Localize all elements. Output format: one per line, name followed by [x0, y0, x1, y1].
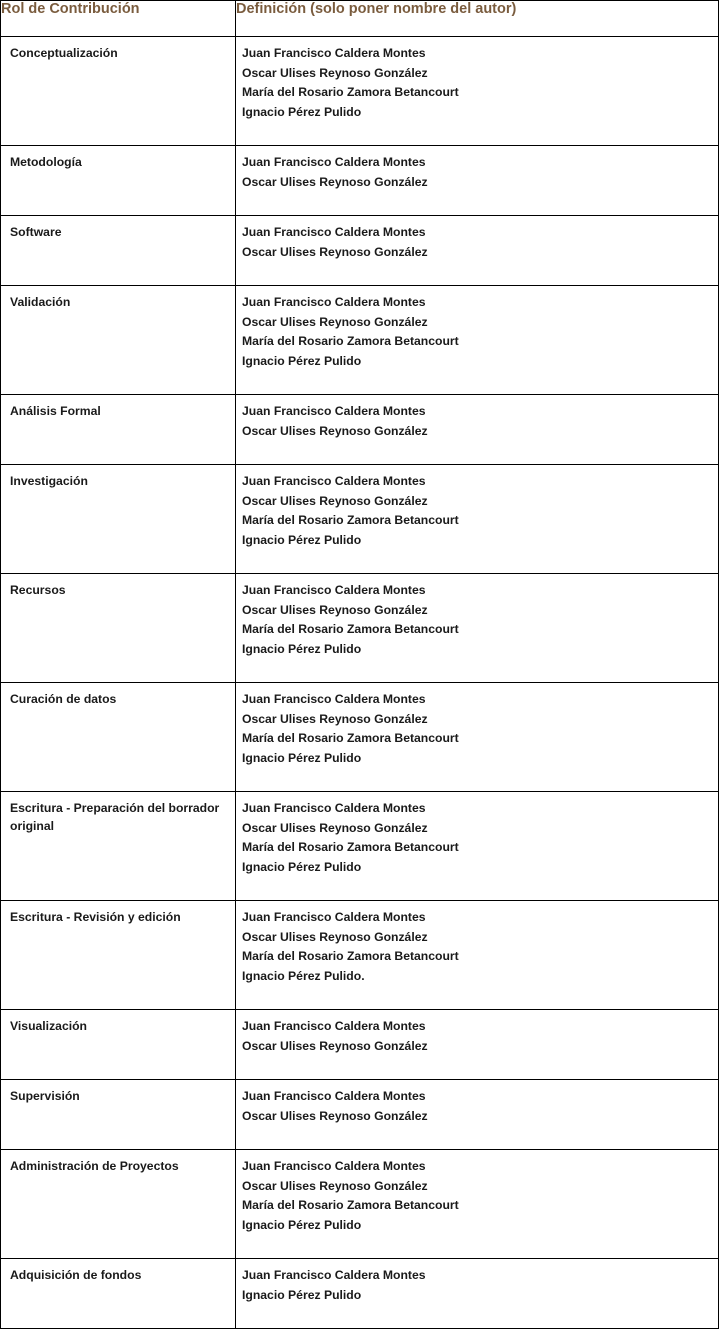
author-name: Ignacio Pérez Pulido	[242, 859, 362, 874]
authors-cell	[236, 1010, 719, 1080]
author-name: María del Rosario Zamora Betancourt	[242, 513, 459, 528]
authors-cell	[236, 792, 719, 901]
author-name: María del Rosario Zamora Betancourt	[242, 731, 459, 746]
table-row	[1, 286, 719, 395]
authors-cell	[236, 683, 719, 792]
author-name: Juan Francisco Caldera Montes	[242, 404, 426, 418]
header-definition: Definición (solo poner nombre del autor)	[236, 1, 719, 37]
author-name: Oscar Ulises Reynoso González	[242, 602, 428, 617]
author-name: Oscar Ulises Reynoso González	[242, 174, 428, 189]
table-row	[1, 901, 719, 1010]
table-row	[1, 1259, 719, 1329]
role-cell: Investigación	[1, 465, 236, 574]
authors-cell	[236, 37, 719, 146]
author-name: Juan Francisco Caldera Montes	[242, 155, 426, 169]
table-row	[1, 574, 719, 683]
author-name: Juan Francisco Caldera Montes	[242, 583, 426, 597]
author-name: Juan Francisco Caldera Montes	[242, 1159, 426, 1173]
authors-cell	[236, 1150, 719, 1259]
author-name: Juan Francisco Caldera Montes	[242, 225, 426, 239]
author-name: Ignacio Pérez Pulido	[242, 1217, 362, 1232]
role-cell: Escritura - Revisión y edición	[1, 901, 236, 1010]
author-name: Juan Francisco Caldera Montes	[242, 295, 426, 309]
authors-cell	[236, 1259, 719, 1329]
author-name: Juan Francisco Caldera Montes	[242, 692, 426, 706]
author-name: Oscar Ulises Reynoso González	[242, 493, 428, 508]
author-name: Juan Francisco Caldera Montes	[242, 910, 426, 924]
author-name: Ignacio Pérez Pulido	[242, 104, 362, 119]
authors-cell	[236, 286, 719, 395]
table-row	[1, 792, 719, 901]
role-cell: Administración de Proyectos	[1, 1150, 236, 1259]
role-cell: Recursos	[1, 574, 236, 683]
author-name: Juan Francisco Caldera Montes	[242, 1019, 426, 1033]
table-row	[1, 465, 719, 574]
table-row	[1, 216, 719, 286]
author-name: Juan Francisco Caldera Montes	[242, 46, 426, 60]
role-cell: Validación	[1, 286, 236, 395]
author-name: María del Rosario Zamora Betancourt	[242, 334, 459, 349]
role-cell: Adquisición de fondos	[1, 1259, 236, 1329]
header-role: Rol de Contribución	[1, 1, 236, 37]
author-name: Oscar Ulises Reynoso González	[242, 711, 428, 726]
table-row	[1, 37, 719, 146]
role-cell: Software	[1, 216, 236, 286]
table-header-row	[1, 1, 719, 37]
authors-cell	[236, 146, 719, 216]
author-name: Oscar Ulises Reynoso González	[242, 314, 428, 329]
author-name: Oscar Ulises Reynoso González	[242, 1038, 428, 1053]
author-name: María del Rosario Zamora Betancourt	[242, 840, 459, 855]
author-name: María del Rosario Zamora Betancourt	[242, 85, 459, 100]
role-cell: Conceptualización	[1, 37, 236, 146]
table-row	[1, 146, 719, 216]
author-name: Ignacio Pérez Pulido	[242, 1287, 362, 1302]
author-name: Juan Francisco Caldera Montes	[242, 474, 426, 488]
author-name: Oscar Ulises Reynoso González	[242, 65, 428, 80]
author-name: Ignacio Pérez Pulido	[242, 532, 362, 547]
role-cell: Metodología	[1, 146, 236, 216]
authors-cell	[236, 216, 719, 286]
author-name: Juan Francisco Caldera Montes	[242, 1268, 426, 1282]
author-name: Oscar Ulises Reynoso González	[242, 1178, 428, 1193]
author-name: Ignacio Pérez Pulido	[242, 353, 362, 368]
author-name: Ignacio Pérez Pulido.	[242, 968, 365, 983]
authors-cell	[236, 465, 719, 574]
author-name: Ignacio Pérez Pulido	[242, 641, 362, 656]
author-name: Oscar Ulises Reynoso González	[242, 423, 428, 438]
role-cell: Escritura - Preparación del borrador original	[1, 792, 236, 901]
role-cell: Curación de datos	[1, 683, 236, 792]
author-name: Oscar Ulises Reynoso González	[242, 244, 428, 259]
authors-cell	[236, 574, 719, 683]
table-row	[1, 1150, 719, 1259]
author-name: Juan Francisco Caldera Montes	[242, 801, 426, 815]
authors-cell	[236, 901, 719, 1010]
author-name: Oscar Ulises Reynoso González	[242, 929, 428, 944]
author-name: María del Rosario Zamora Betancourt	[242, 622, 459, 637]
author-name: Ignacio Pérez Pulido	[242, 750, 362, 765]
author-name: María del Rosario Zamora Betancourt	[242, 949, 459, 964]
author-name: Juan Francisco Caldera Montes	[242, 1089, 426, 1103]
author-name: Oscar Ulises Reynoso González	[242, 1108, 428, 1123]
role-cell: Análisis Formal	[1, 395, 236, 465]
table-row	[1, 1080, 719, 1150]
table-row	[1, 395, 719, 465]
role-cell: Visualización	[1, 1010, 236, 1080]
table-row	[1, 1010, 719, 1080]
authors-cell	[236, 1080, 719, 1150]
table-row	[1, 683, 719, 792]
author-name: María del Rosario Zamora Betancourt	[242, 1198, 459, 1213]
role-cell: Supervisión	[1, 1080, 236, 1150]
author-name: Oscar Ulises Reynoso González	[242, 820, 428, 835]
authors-cell	[236, 395, 719, 465]
